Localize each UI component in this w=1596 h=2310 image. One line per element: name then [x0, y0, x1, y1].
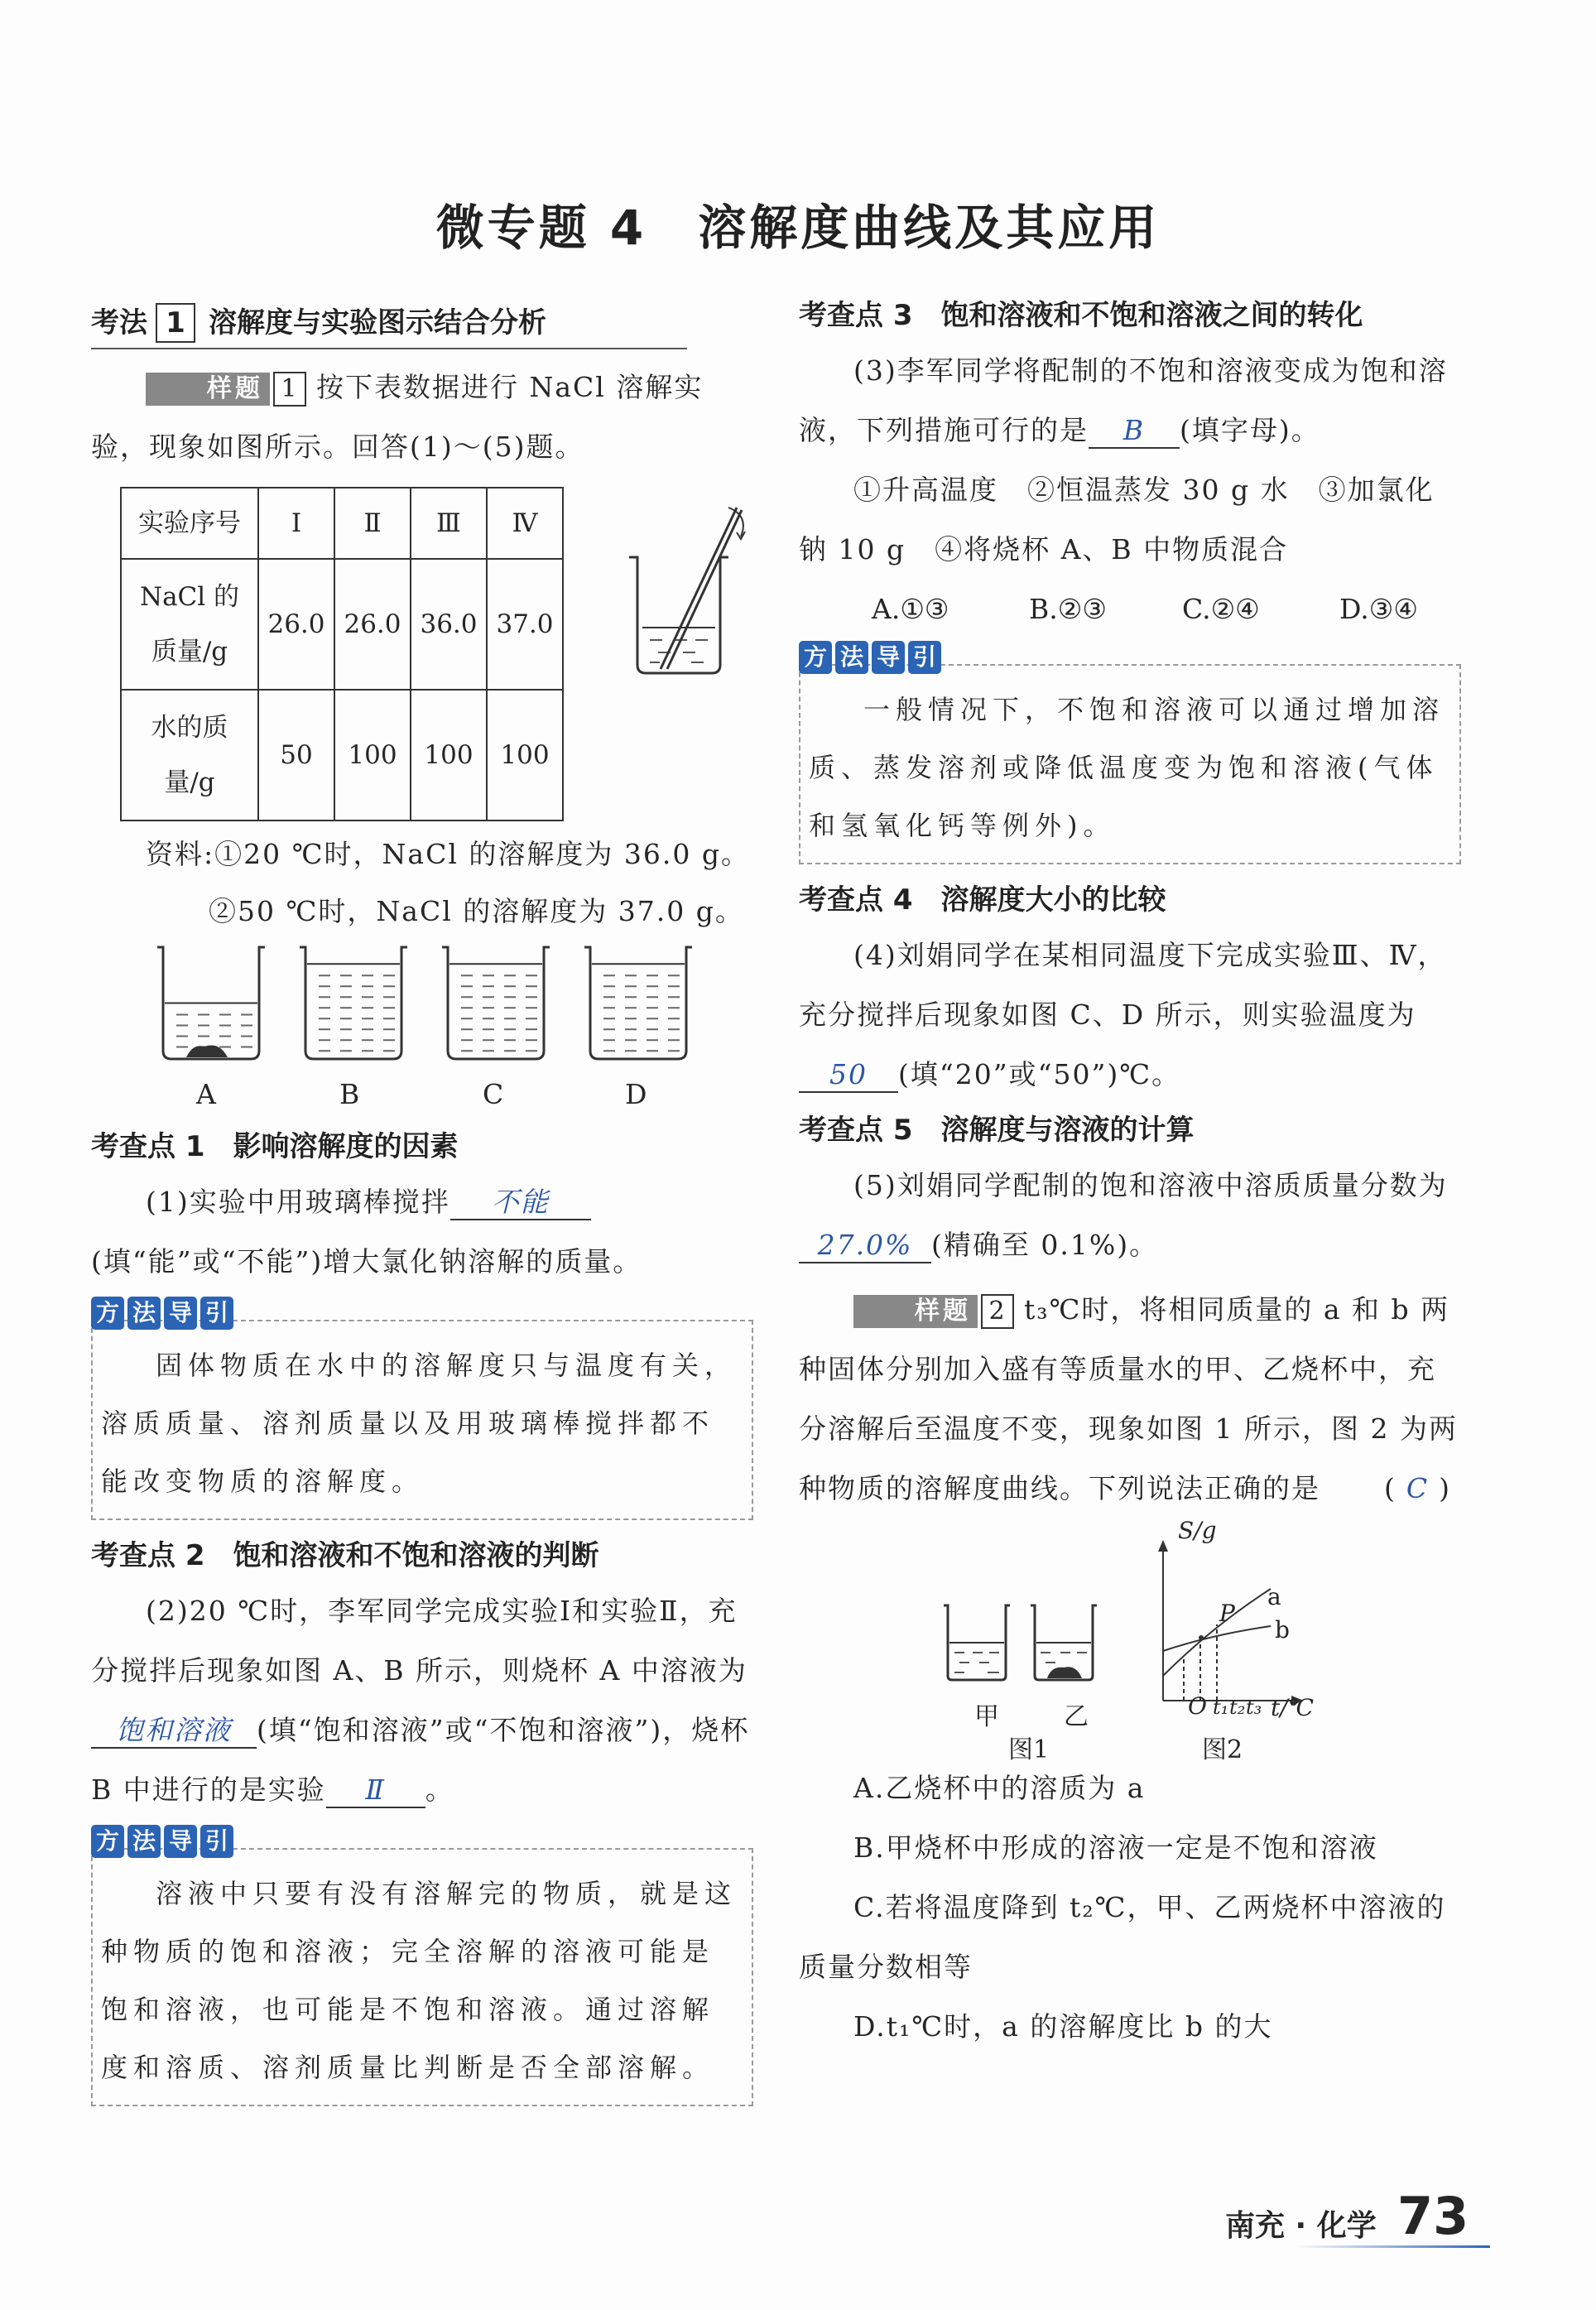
kaofa-header — [91, 298, 687, 349]
point3-header — [799, 290, 1461, 341]
question-text: (5)刘娟同学配制的饱和溶液中溶质质量分数为 — [853, 1169, 1448, 1201]
answer-blank: 不能 — [450, 1186, 591, 1220]
point-title: 溶解度与溶液的计算 — [940, 1114, 1195, 1147]
right-column — [799, 290, 1461, 2057]
beakers-abcd — [153, 939, 699, 1121]
figure1-label: 乙 — [1064, 1702, 1089, 1731]
method-label — [799, 641, 945, 674]
option: A.①③ — [872, 593, 949, 625]
table-row — [121, 690, 563, 821]
method-char: 导 — [872, 641, 905, 674]
table-cell: 100 — [411, 690, 487, 821]
point-title: 溶解度大小的比较 — [940, 883, 1166, 917]
sample2-question — [799, 1280, 1461, 1518]
method-char: 导 — [164, 1297, 197, 1330]
question-text: (精确至 0.1%)。 — [931, 1229, 1159, 1261]
point-label: 考查点 2 — [91, 1539, 205, 1572]
sample-tag: 样题 — [853, 1295, 978, 1328]
figure1-label: 甲 — [974, 1702, 999, 1731]
answer-blank: B — [1089, 414, 1180, 449]
table-cell: 水的质量/g — [121, 690, 258, 821]
experiment-table — [120, 487, 564, 821]
beaker-stirring-figure — [613, 479, 753, 686]
point-label: 考查点 4 — [799, 883, 913, 917]
method-char: 法 — [835, 641, 868, 674]
point-label: 考查点 1 — [91, 1130, 205, 1163]
sample1-text: 按下表数据进行 NaCl 溶解实验，现象如图所示。回答(1)～(5)题。 — [91, 371, 704, 463]
method-text: 一般情况下，不饱和溶液可以通过增加溶质、蒸发溶剂或降低温度变为饱和溶液(气体和氢氧化钙等例外)。 — [809, 694, 1445, 841]
table-cell: 26.0 — [258, 559, 334, 690]
question-text: 。 — [425, 1773, 454, 1806]
answer-bracket: (C) — [1384, 1472, 1461, 1504]
page-title: 微专题 4 溶解度曲线及其应用 — [435, 200, 1161, 256]
point4-header — [799, 874, 1461, 926]
table-cell: 37.0 — [487, 559, 563, 690]
sample1-intro — [91, 358, 753, 477]
method-char: 法 — [127, 1825, 161, 1858]
point-label: 考查点 3 — [799, 299, 913, 332]
beaker-label: B — [339, 1078, 360, 1110]
question-text: (3)李军同学将配制的不饱和溶液变成为饱和溶液，下列措施可行的是 — [799, 354, 1448, 446]
point-title: 饱和溶液和不饱和溶液之间的转化 — [940, 299, 1363, 332]
question-text: (4)刘娟同学在某相同温度下完成实验Ⅲ、Ⅳ，充分搅拌后现象如图 C、D 所示，则实验温度为 — [799, 939, 1447, 1031]
figure2-tick: t₂ — [1229, 1696, 1246, 1719]
figure1-beakers — [940, 1601, 1105, 1692]
figure2-tick: t₁ — [1213, 1696, 1229, 1719]
question-text: (1)实验中用玻璃棒搅拌 — [146, 1186, 450, 1218]
reference-1: 资料:①20 ℃时，NaCl 的溶解度为 36.0 g。 — [146, 838, 750, 870]
table-row — [121, 559, 563, 690]
point3-measures: ①升高温度 ②恒温蒸发 30 g 水 ③加氯化钠 10 g ④将烧杯 A、B 中物质混合 — [799, 474, 1435, 565]
left-column — [91, 298, 753, 2116]
option: B.②③ — [1029, 593, 1107, 625]
point3-options — [799, 580, 1461, 639]
answer-blank: 27.0% — [799, 1229, 931, 1263]
table-cell: 50 — [258, 690, 334, 821]
figure1-caption: 图1 — [1008, 1735, 1050, 1764]
table-cell: 26.0 — [334, 559, 411, 690]
question-text: t₃℃时，将相同质量的 a 和 b 两种固体分别加入盛有等质量水的甲、乙烧杯中，充分溶解后至温度不变，现象如图 1 所示，图 2 为两种物质的溶解度曲线。下列说法正确的是 — [799, 1293, 1458, 1504]
question-text: (填“能”或“不能”)增大氯化钠溶解的质量。 — [91, 1245, 642, 1278]
kaofa-number: 1 — [156, 303, 195, 343]
figure2-xlabel: t/℃ — [1271, 1694, 1315, 1721]
answer-blank: 50 — [799, 1058, 898, 1093]
method-box — [91, 1827, 753, 2106]
method-char: 方 — [91, 1825, 124, 1858]
method-char: 引 — [200, 1297, 233, 1330]
question-text: (2)20 ℃时，李军同学完成实验Ⅰ和实验Ⅱ，充分搅拌后现象如图 A、B 所示，则烧杯 A 中溶液为 — [91, 1595, 748, 1687]
method-label — [91, 1825, 237, 1858]
table-cell: 100 — [487, 690, 563, 821]
method-char: 方 — [91, 1297, 124, 1330]
point-title: 影响溶解度的因素 — [233, 1130, 459, 1163]
beaker — [300, 947, 407, 1059]
point-title: 饱和溶液和不饱和溶液的判断 — [233, 1539, 599, 1572]
method-text: 固体物质在水中的溶解度只与温度有关，溶质质量、溶剂质量以及用玻璃棒搅拌都不能改变物质的溶解度。 — [101, 1350, 738, 1497]
answer-choice: C — [1406, 1472, 1440, 1504]
table-cell: Ⅰ — [258, 488, 334, 559]
point-label: 考查点 5 — [799, 1114, 913, 1147]
point1-question — [91, 1172, 753, 1292]
question-text: (填“20”或“50”)℃。 — [898, 1058, 1181, 1090]
sample2-option: A.乙烧杯中的溶质为 a — [853, 1772, 1146, 1804]
footer-text: 南充 · 化学 — [1225, 2209, 1377, 2243]
beaker-label: C — [483, 1078, 504, 1110]
kaofa-title: 溶解度与实验图示结合分析 — [209, 306, 546, 339]
sample2-option: B.甲烧杯中形成的溶液一定是不饱和溶液 — [853, 1831, 1378, 1864]
question-text: (填“饱和溶液”或“不饱和溶液”)，烧杯 B 中进行的是实验 — [91, 1714, 750, 1806]
beaker — [442, 947, 550, 1059]
question-text: (填字母)。 — [1180, 414, 1320, 446]
method-char: 引 — [200, 1825, 233, 1858]
page-number: 73 — [1397, 2186, 1469, 2246]
kaofa-label: 考法 — [91, 306, 147, 339]
point2-header — [91, 1530, 753, 1581]
beaker — [157, 947, 265, 1059]
beakers-figure — [91, 939, 753, 1121]
table-cell: NaCl 的质量/g — [121, 559, 258, 690]
point3-question — [799, 341, 1461, 460]
sample2-figures — [799, 1517, 1461, 1764]
beaker-label: D — [625, 1078, 647, 1110]
figure2-curve-label: a — [1267, 1583, 1281, 1610]
table-cell: Ⅳ — [487, 488, 563, 559]
sample-tag: 样题 — [146, 373, 270, 406]
sample2-option: C.若将温度降到 t₂℃，甲、乙两烧杯中溶液的质量分数相等 — [799, 1891, 1446, 1983]
method-char: 引 — [908, 641, 941, 674]
method-char: 法 — [127, 1297, 161, 1330]
figure2-ylabel: S/g — [1178, 1517, 1217, 1544]
beaker-label: A — [196, 1078, 216, 1110]
method-label — [91, 1297, 237, 1330]
option: C.②④ — [1182, 593, 1260, 625]
table-cell: 36.0 — [411, 559, 487, 690]
sample2-option: D.t₁℃时，a 的溶解度比 b 的大 — [853, 2010, 1273, 2043]
beaker — [584, 947, 692, 1059]
table-and-figure — [91, 487, 753, 835]
table-cell: 100 — [334, 690, 411, 821]
sample-number: 2 — [981, 1294, 1014, 1329]
sample-number: 1 — [273, 372, 306, 407]
point5-header — [799, 1104, 1461, 1156]
method-box — [91, 1299, 753, 1520]
figure2-tick: t₃ — [1246, 1696, 1262, 1719]
answer-blank: 饱和溶液 — [91, 1714, 257, 1749]
table-cell: Ⅲ — [411, 488, 487, 559]
point5-question — [799, 1156, 1461, 1275]
point4-question — [799, 926, 1461, 1104]
figure2-origin: O — [1188, 1692, 1207, 1720]
method-char: 导 — [164, 1825, 197, 1858]
option: D.③④ — [1339, 593, 1418, 625]
figure2-point: P — [1219, 1600, 1235, 1627]
figure2-curve-label: b — [1275, 1616, 1290, 1643]
figure2-caption: 图2 — [1202, 1735, 1243, 1764]
table-cell: 实验序号 — [121, 488, 258, 559]
reference-2: ②50 ℃时，NaCl 的溶解度为 37.0 g。 — [209, 895, 744, 927]
point1-header — [91, 1121, 753, 1172]
method-char: 方 — [799, 641, 832, 674]
answer-blank: Ⅱ — [326, 1773, 425, 1808]
table-cell: Ⅱ — [334, 488, 411, 559]
point2-question — [91, 1581, 753, 1820]
method-text: 溶液中只要有没有溶解完的物质，就是这种物质的饱和溶液；完全溶解的溶液可能是饱和溶液，也可能是不饱和溶液。通过溶解度和溶质、溶剂质量比判断是否全部溶解。 — [101, 1878, 738, 2083]
method-box — [799, 643, 1461, 864]
table-row — [121, 488, 563, 559]
